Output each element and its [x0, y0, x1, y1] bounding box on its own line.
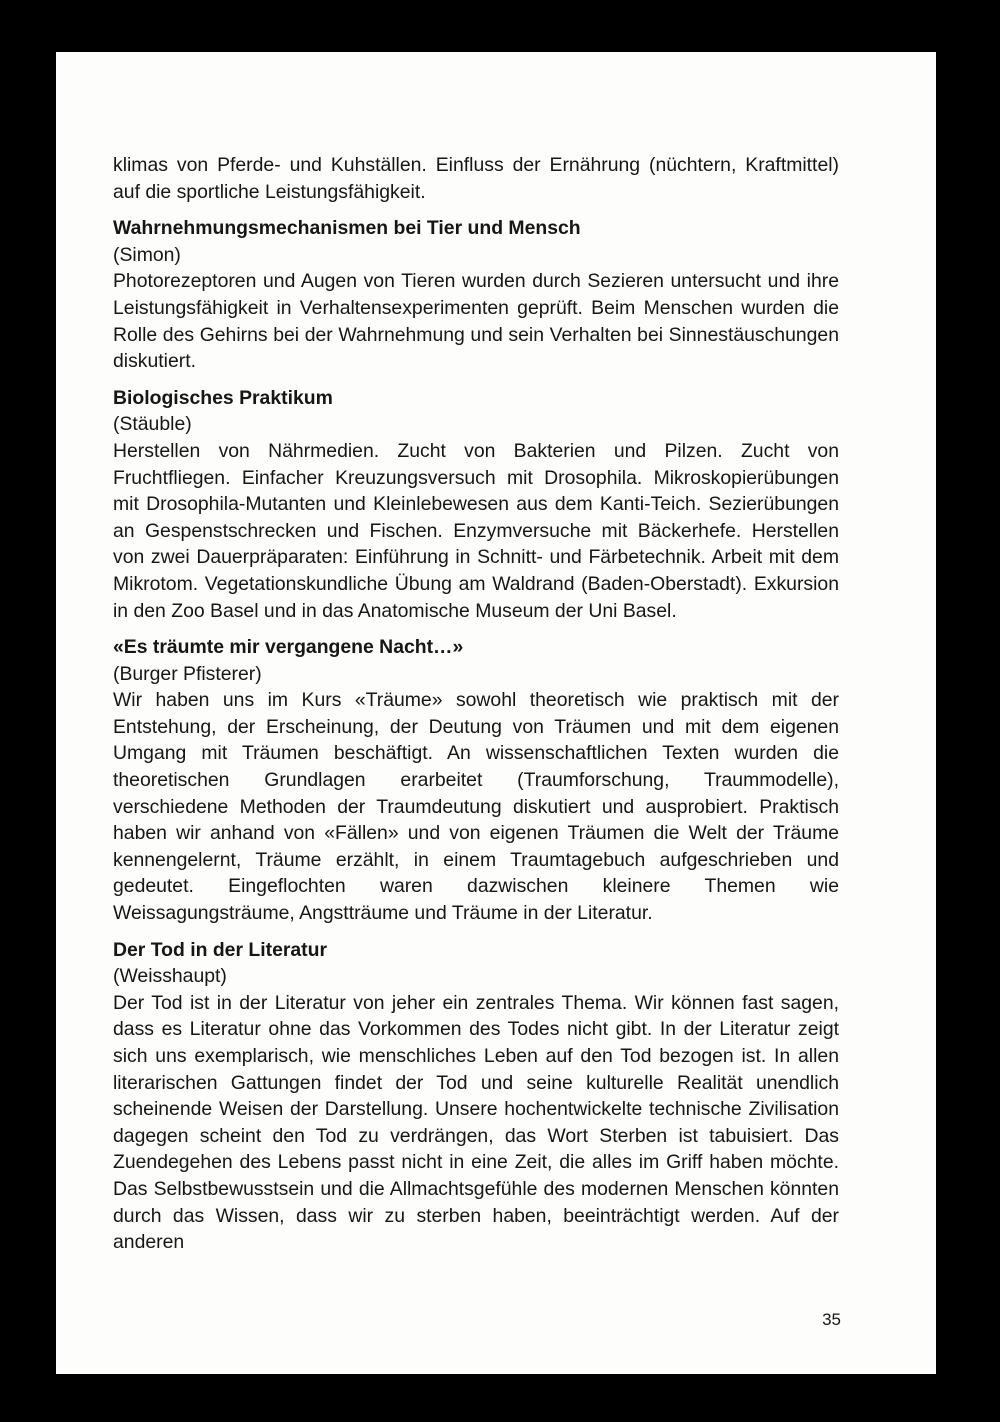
- section-text: Photorezeptoren und Augen von Tieren wurden durch Sezieren untersucht und ihre Leistungsfähigkeit in Verhaltensexperimenten geprüft. Beim Menschen wurden die Rolle des Gehirns bei der Wahrnehmung und sein Verhalten bei Sinnestäuschungen diskutiert.: [113, 270, 839, 373]
- section-wahrnehmung: [113, 215, 839, 375]
- section-text: Herstellen von Nährmedien. Zucht von Bakterien und Pilzen. Zucht von Fruchtfliegen. Einfacher Kreuzungsversuch mit Drosophila. Mikroskopierübungen mit Drosophila-Mutanten und Kleinlebewesen aus dem Kanti-Teich. Sezierübungen an Gespenstschrecken und Fischen. Enzymversuche mit Bäckerhefe. Herstellen von zwei Dauerpräparaten: Einführung in Schnitt- und Färbetechnik. Arbeit mit dem Mikrotom. Vegetationskundliche Übung am Waldrand (Baden-Oberstadt). Exkursion in den Zoo Basel und in das Anatomische Museum der Uni Basel.: [113, 439, 839, 622]
- section-author: (Stäuble): [113, 413, 192, 436]
- page-content: [113, 152, 839, 1256]
- section-author: (Burger Pfisterer): [113, 662, 262, 685]
- section-author: (Weisshaupt): [113, 965, 227, 988]
- section-text: Der Tod ist in der Literatur von jeher ein zentrales Thema. Wir können fast sagen, dass es Literatur ohne das Vorkommen des Todes nicht gibt. In der Literatur zeigt sich uns exemplarisch, wie menschliches Leben auf den Tod bezogen ist. In allen literarischen Gattungen findet der Tod und seine kulturelle Realität unendlich scheinende Weisen der Darstellung. Unsere hochentwickelte technische Zivilisation dagegen scheint den Tod zu verdrängen, das Wort Sterben ist tabuisiert. Das Zuendegehen des Lebens passt nicht in eine Zeit, die alles im Griff haben möchte. Das Selbstbewusstsein und die Allmachtsgefühle des modernen Menschen könnten durch das Wissen, dass wir zu sterben haben, beeinträchtigt werden. Auf der anderen: [113, 991, 839, 1254]
- section-title: Der Tod in der Literatur: [113, 938, 328, 961]
- section-tod-in-der-literatur: [113, 937, 839, 1256]
- section-title: «Es träumte mir vergangene Nacht…»: [113, 636, 464, 659]
- section-biologisches-praktikum: [113, 385, 839, 624]
- section-traeume: [113, 634, 839, 927]
- section-title: Biologisches Praktikum: [113, 386, 333, 409]
- document-page: [56, 52, 936, 1374]
- page-number: 35: [822, 1310, 841, 1329]
- section-text: Wir haben uns im Kurs «Träume» sowohl theoretisch wie praktisch mit der Entstehung, der Erscheinung, der Deutung von Träumen und mit dem eigenen Umgang mit Träumen beschäftigt. An wissenschaftlichen Texten wurden die theoretischen Grundlagen erarbeitet (Traumforschung, Traummodelle), verschiedene Methoden der Traumdeutung diskutiert und ausprobiert. Praktisch haben wir anhand von «Fällen» und von eigenen Träumen die Welt der Träume kennengelernt, Träume erzählt, in einem Traumtagebuch aufgeschrieben und gedeutet. Eingeflochten waren dazwischen kleinere Themen wie Weissagungsträume, Angstträume und Träume in der Literatur.: [113, 689, 839, 925]
- section-title: Wahrnehmungsmechanismen bei Tier und Mensch: [113, 217, 581, 240]
- intro-paragraph: klimas von Pferde- und Kuhställen. Einfluss der Ernährung (nüchtern, Kraftmittel) auf die sportliche Leistungsfähigkeit.: [113, 154, 839, 203]
- section-author: (Simon): [113, 243, 181, 266]
